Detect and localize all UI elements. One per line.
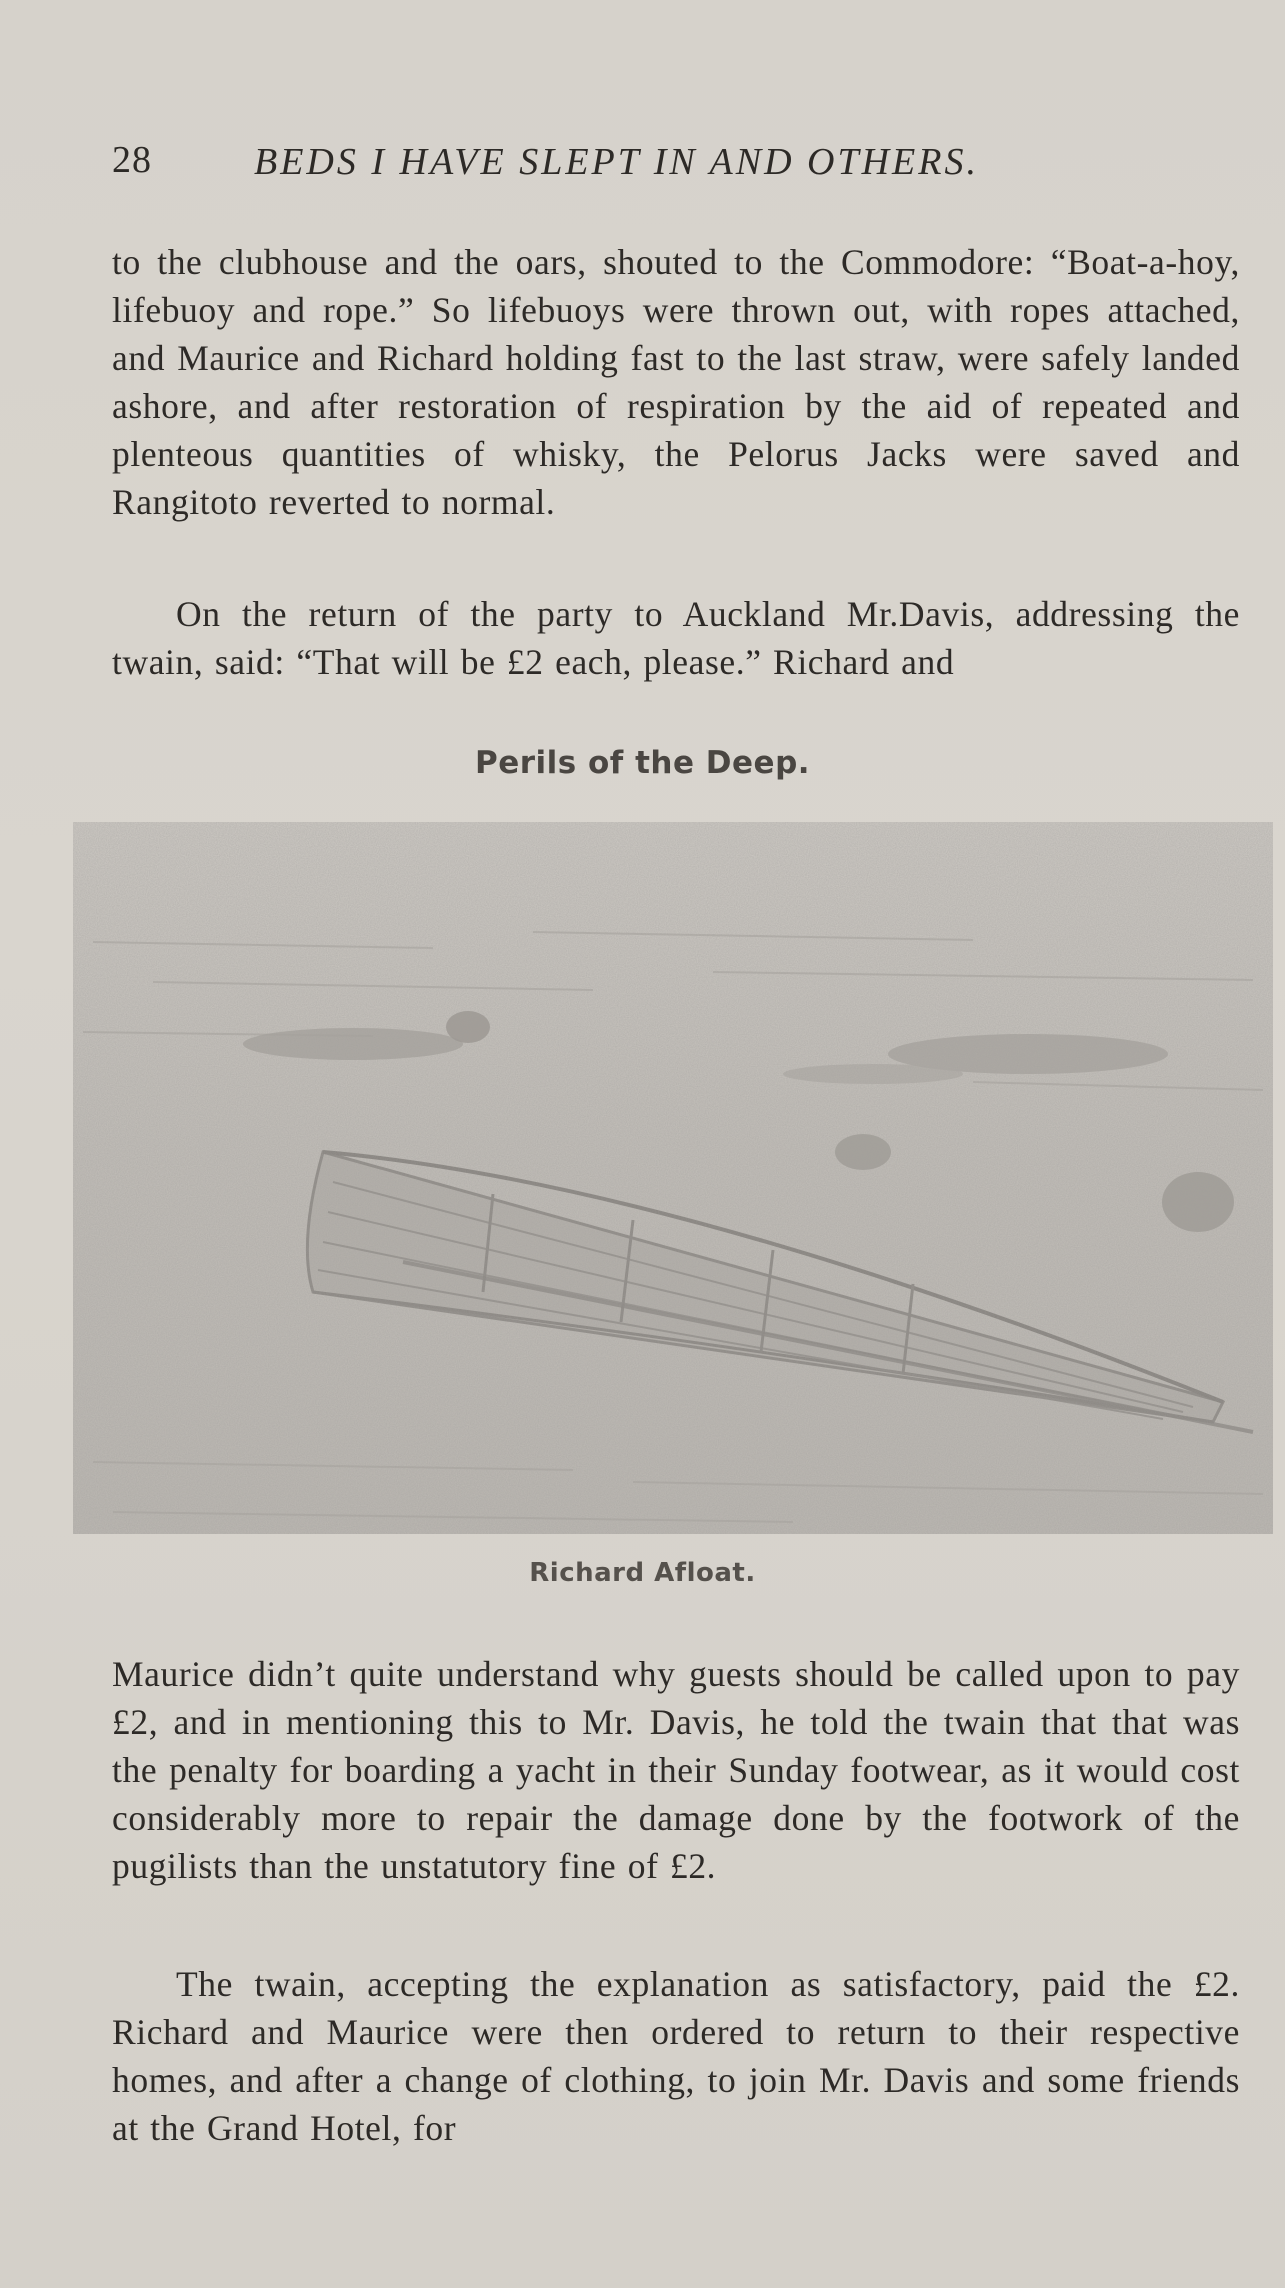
page-number: 28 — [112, 139, 152, 181]
page-header — [112, 138, 1172, 198]
rowboat-on-sea-photo — [73, 822, 1273, 1534]
paragraph-2: On the return of the party to Auckland Mr.Davis, addressing the twain, said: “That will be £2 each, please.” Richard and — [112, 594, 1240, 682]
paragraph-1: to the clubhouse and the oars, shouted to the Commodore: “Boat-a-hoy, lifebuoy and rope.” So lifebuoys were thrown out, with ropes attached, and Maurice and Richard holding fast to the last straw, were safely landed ashore, and after restoration of respiration by the aid of repeated and plenteous quantities of whisky, the Pelorus Jacks were saved and Rangitoto reverted to normal. — [112, 242, 1240, 522]
paragraph-3: Maurice didn’t quite understand why guests should be called upon to pay £2, and in mentioning this to Mr. Davis, he told the twain that that was the penalty for boarding a yacht in their Sunday footwear, as it would cost considerably more to repair the damage done by the footwork of the pugilists than the unstatutory fine of £2. — [112, 1654, 1240, 1886]
figure-title: Perils of the Deep. — [474, 745, 811, 781]
running-title: BEDS I HAVE SLEPT IN AND OTHERS. — [254, 141, 979, 183]
photo-illustration — [73, 822, 1273, 1534]
figure-caption: Richard Afloat. — [529, 1558, 756, 1588]
paragraph-4: The twain, accepting the explanation as satisfactory, paid the £2. Richard and Maurice were then ordered to return to their respective homes, and after a change of clothing, to join Mr. Davis and some friends at the Grand Hotel, for — [112, 1964, 1240, 2148]
